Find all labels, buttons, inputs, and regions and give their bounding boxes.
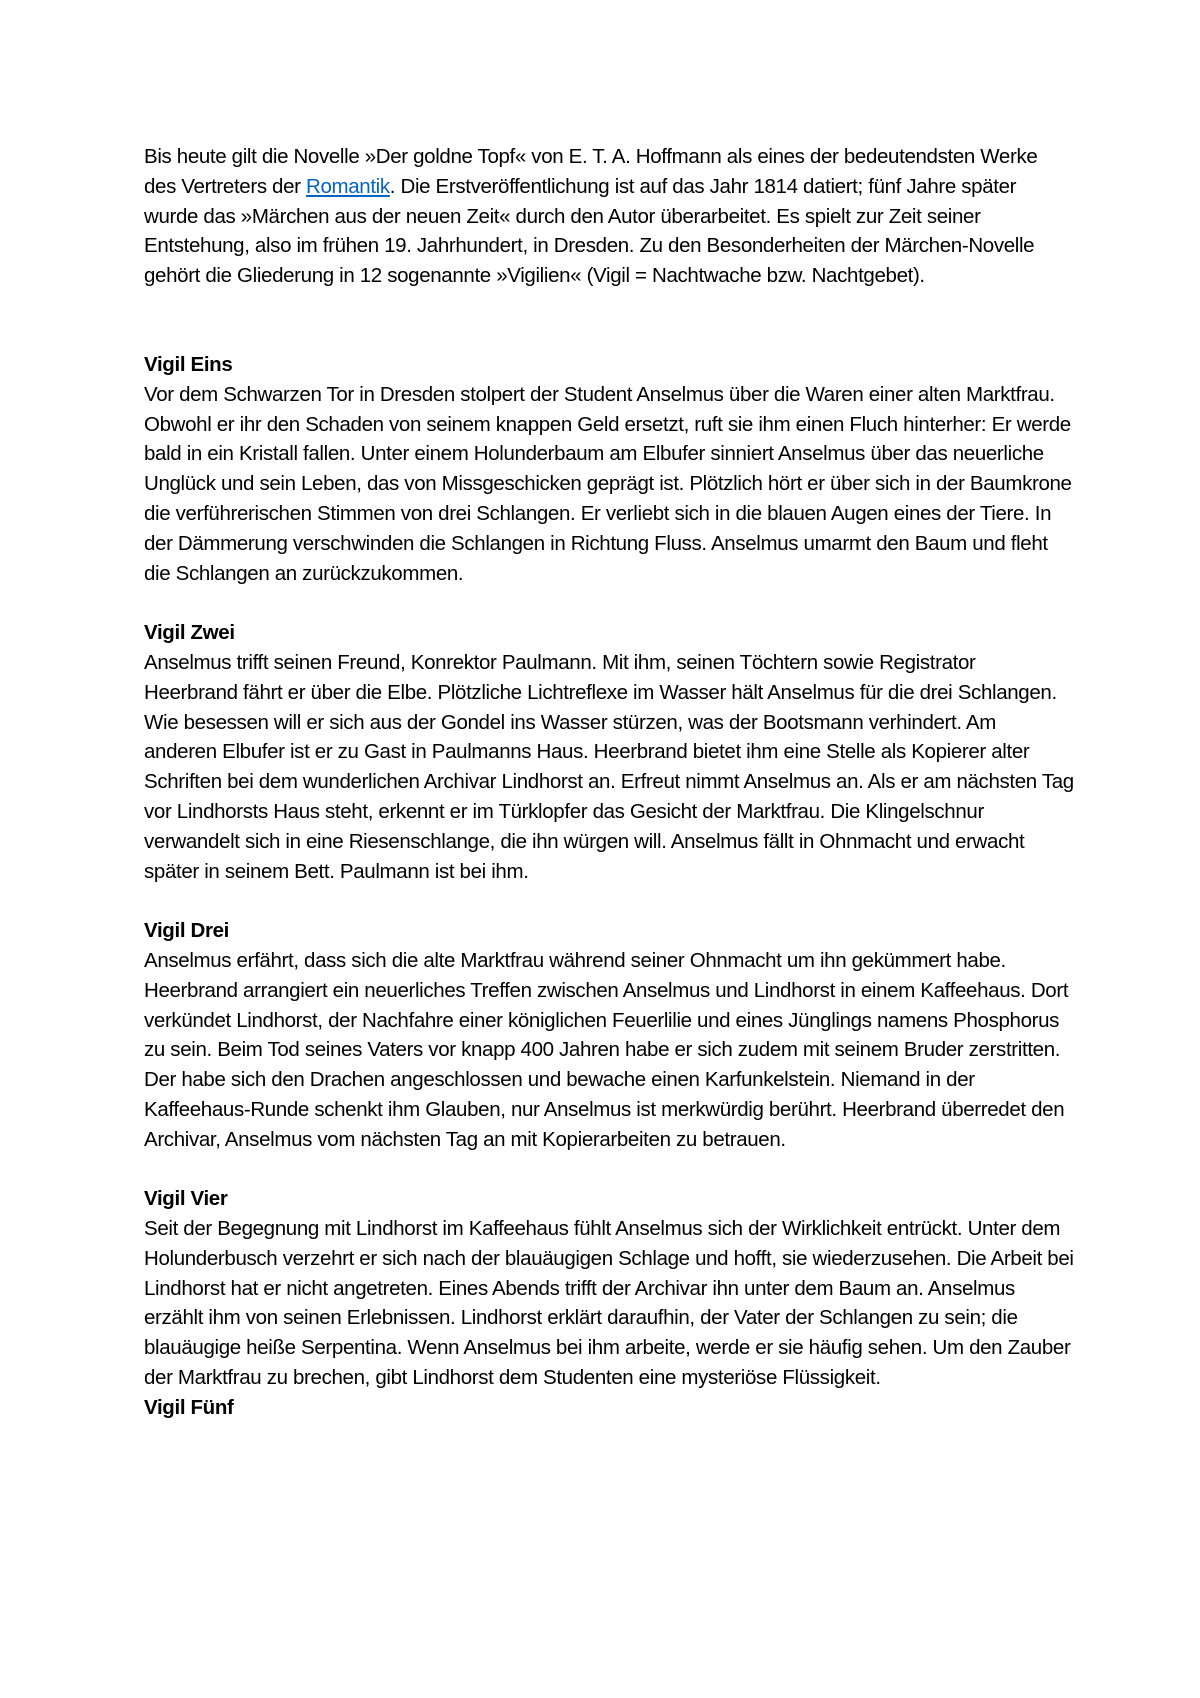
section-vigil-zwei	[144, 618, 1074, 886]
section-text: Anselmus trifft seinen Freund, Konrektor Paulmann. Mit ihm, seinen Töchtern sowie Registrator Heerbrand fährt er über die Elbe. Plötzliche Lichtreflexe im Wasser hält Anselmus für die drei Schlangen. Wie besessen will er sich aus der Gondel ins Wasser stürzen, was der Bootsmann verhindert. Am anderen Elbufer ist er zu Gast in Paulmanns Haus. Heerbrand bietet ihm eine Stelle als Kopierer alter Schriften bei dem wunderlichen Archivar Lindhorst an. Erfreut nimmt Anselmus an. Als er am nächsten Tag vor Lindhorsts Haus steht, erkennt er im Türklopfer das Gesicht der Marktfrau. Die Klingelschnur verwandelt sich in eine Riesenschlange, die ihn würgen will. Anselmus fällt in Ohnmacht und erwacht später in seinem Bett. Paulmann ist bei ihm.	[144, 650, 1074, 883]
section-heading: Vigil Eins	[144, 352, 233, 376]
section-text: Seit der Begegnung mit Lindhorst im Kaffeehaus fühlt Anselmus sich der Wirklichkeit entrückt. Unter dem Holunderbusch verzehrt er sich nach der blauäugigen Schlage und hofft, sie wiederzusehen. Die Arbeit bei Lindhorst hat er nicht angetreten. Eines Abends trifft der Archivar ihn unter dem Baum an. Anselmus erzählt ihm von seinen Erlebnissen. Lindhorst erklärt daraufhin, der Vater der Schlangen zu sein; die blauäugige heiße Serpentina. Wenn Anselmus bei ihm arbeite, werde er sie häufig sehen. Um den Zauber der Marktfrau zu brechen, gibt Lindhorst dem Studenten eine mysteriöse Flüssigkeit.	[144, 1217, 1074, 1390]
intro-text-after-link: . Die Erstveröffentlichung ist auf das Jahr 1814 datiert; fünf Jahre später wurde das »Märchen aus der neuen Zeit« durch den Autor überarbeitet. Es spielt zur Zeit seiner Entstehung, also im frühen 19. Jahrhundert, in Dresden. Zu den Besonderheiten der Märchen-Novelle gehört die Gliederung in 12 sogenannte »Vigilien« (Vigil = Nachtwache bzw. Nachtgebet).	[144, 174, 1035, 288]
section-heading: Vigil Vier	[144, 1187, 228, 1211]
section-heading: Vigil Zwei	[144, 621, 235, 645]
section-vigil-eins	[144, 350, 1074, 588]
intro-paragraph	[144, 142, 1074, 291]
section-text: Vor dem Schwarzen Tor in Dresden stolpert der Student Anselmus über die Waren einer alten Marktfrau. Obwohl er ihr den Schaden von seinem knappen Geld ersetzt, ruft sie ihm einen Fluch hinterher: Er werde bald in ein Kristall fallen. Unter einem Holunderbaum am Elbufer sinniert Anselmus über das neuerliche Unglück und sein Leben, das von Missgeschicken geprägt ist. Plötzlich hört er über sich in der Baumkrone die verführerischen Stimmen von drei Schlangen. Er verliebt sich in die blauen Augen eines der Tiere. In der Dämmerung verschwinden die Schlangen in Richtung Fluss. Anselmus umarmt den Baum und fleht die Schlangen an zurückzukommen.	[144, 382, 1072, 585]
section-vigil-drei	[144, 916, 1074, 1154]
document-page	[144, 142, 1074, 1423]
section-text: Anselmus erfährt, dass sich die alte Marktfrau während seiner Ohnmacht um ihn gekümmert habe. Heerbrand arrangiert ein neuerliches Treffen zwischen Anselmus und Lindhorst in einem Kaffeehaus. Dort verkündet Lindhorst, der Nachfahre einer königlichen Feuerlilie und eines Jünglings namens Phosphorus zu sein. Beim Tod seines Vaters vor knapp 400 Jahren habe er sich zudem mit seinem Bruder zerstritten. Der habe sich den Drachen angeschlossen und bewache einen Karfunkelstein. Niemand in der Kaffeehaus-Runde schenkt ihm Glauben, nur Anselmus ist merkwürdig berührt. Heerbrand überredet den Archivar, Anselmus vom nächsten Tag an mit Kopierarbeiten zu betrauen.	[144, 948, 1069, 1151]
romantik-link[interactable]: Romantik	[306, 174, 390, 198]
section-heading: Vigil Drei	[144, 919, 229, 943]
section-vigil-vier	[144, 1184, 1074, 1393]
intro-text-before-link: Bis heute gilt die Novelle »Der goldne Topf« von E. T. A. Hoffmann als eines der bedeutendsten Werke des Vertreters der	[144, 145, 1038, 198]
section-heading: Vigil Fünf	[144, 1395, 234, 1419]
section-vigil-fuenf	[144, 1393, 1074, 1423]
